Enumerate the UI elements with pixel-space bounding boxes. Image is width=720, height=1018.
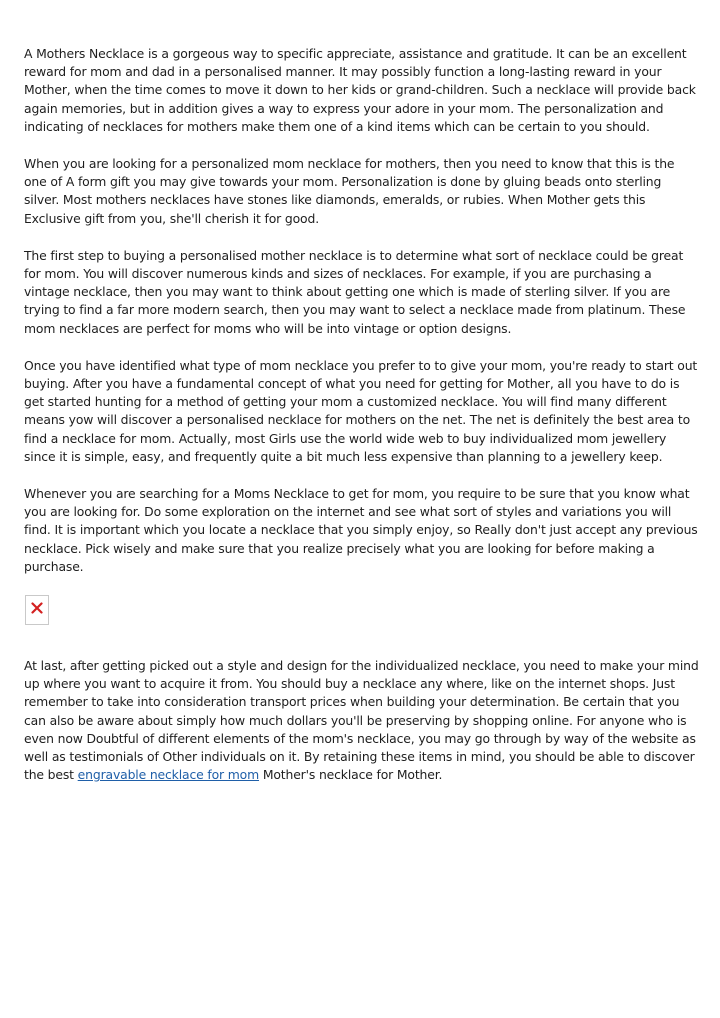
paragraph: A Mothers Necklace is a gorgeous way to specific appreciate, assistance and gratitude. It can be an excellent reward for mom and dad in a personalised manner. It may possibly function a long-lasting reward in your Mother, when the time comes to move it down to her kids or grand-children. Such a necklace will provide back again memories, but in addition gives a way to express your adore in your mom. The personalization and indicating of necklaces for mothers make them one of a kind items which can be certain to you should. <box>24 46 696 134</box>
paragraph: When you are looking for a personalized mom necklace for mothers, then you need to know that this is the one of A form gift you may give towards your mom. Personalization is done by gluing beads onto sterling silver. Most mothers necklaces have stones like diamonds, emeralds, or rubies. When Mother gets this Exclusive gift from you, she'll cherish it for good. <box>24 156 675 226</box>
final-paragraph-tail: Mother's necklace for Mother. <box>259 767 443 783</box>
close-icon <box>31 602 43 614</box>
broken-image-icon <box>25 595 49 625</box>
paragraph: Once you have identified what type of mom necklace you prefer to to give your mom, you're ready to start out buying. After you have a fundamental concept of what you need for getting for Mother, all you have to do is get started hunting for a method of getting your mom a customized necklace. You will find many different means yow will discover a personalised necklace for mothers on the net. The net is definitely the best area to find a necklace for mom. Actually, most Girls use the world wide web to buy individualized mom jewellery since it is simple, easy, and frequently quite a bit much less expensive than planning to a jewellery keep. <box>24 357 698 464</box>
paragraph: Whenever you are searching for a Moms Necklace to get for mom, you require to be sure that you know what you are looking for. Do some exploration on the internet and see what sort of styles and variations you will find. It is important which you locate a necklace that you simply enjoy, so Really don't just accept any previous necklace. Pick wisely and make sure that you realize precisely what you are looking for before making a purchase. <box>24 486 698 574</box>
engravable-necklace-link[interactable]: engravable necklace for mom <box>77 767 260 783</box>
article-body <box>24 45 700 804</box>
final-paragraph-text: At last, after getting picked out a style and design for the individualized necklace, you need to make your mind up where you want to acquire it from. You should buy a necklace any where, like on the internet shops. Just remember to take into consideration transport prices when building your determination. Be certain that you can also be aware about simply how much dollars you'll be preserving by shopping online. For anyone who is even now Doubtful of different elements of the mom's necklace, you may go through by way of the website as well as testimonials of Other individuals on it. By retaining these items in mind, you should be able to discover the best <box>24 658 699 783</box>
final-paragraph <box>24 657 700 784</box>
paragraph: The first step to buying a personalised mother necklace is to determine what sort of necklace could be great for mom. You will discover numerous kinds and sizes of necklaces. For example, if you are purchasing a vintage necklace, then you may want to think about getting one which is made of sterling silver. If you are trying to find a far more modern search, then you may want to select a necklace made from platinum. These mom necklaces are perfect for moms who will be into vintage or option designs. <box>24 247 686 336</box>
